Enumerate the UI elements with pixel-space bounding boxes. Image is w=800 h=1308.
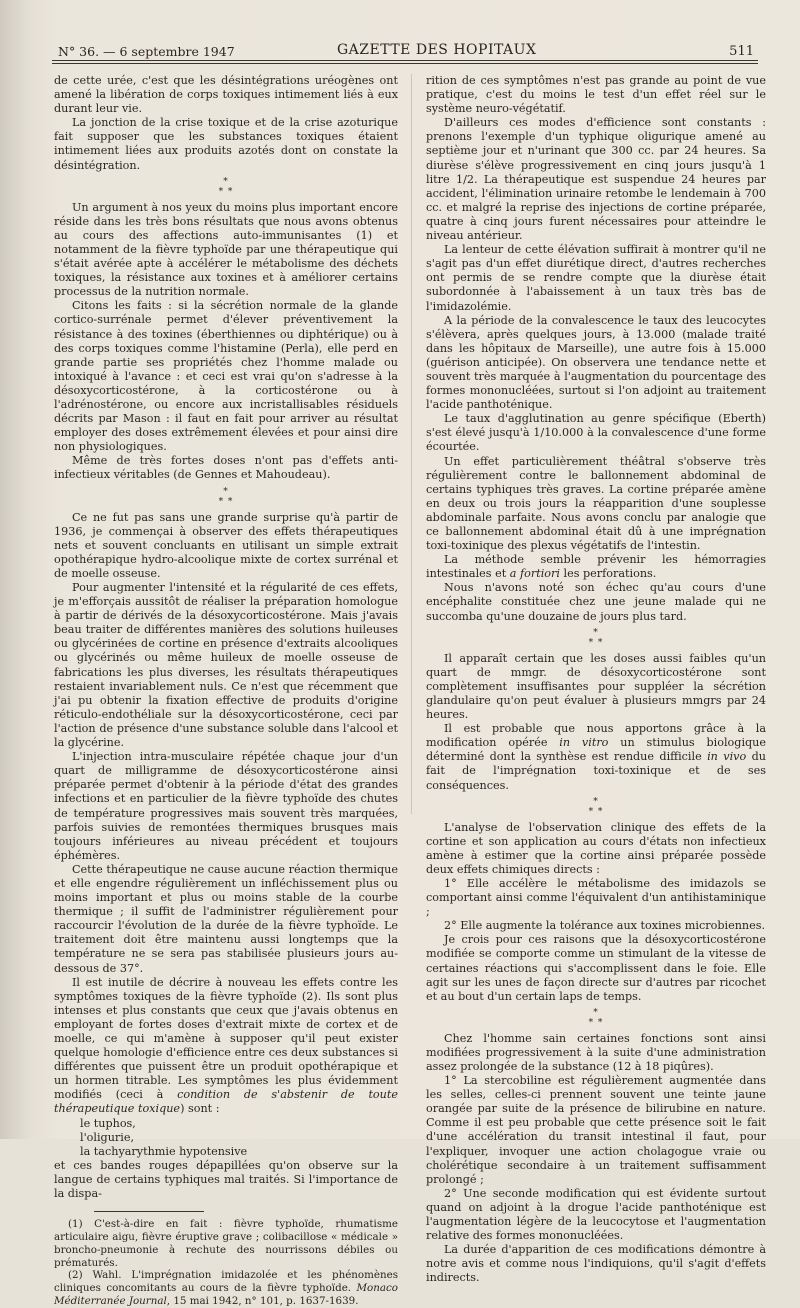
paragraph: A la période de la convalescence le taux des leucocytes s'élèvera, après quelques jours, à 13.000 (malade traité dans les hôpitaux de Marseille), une autre fois à 15.000 (guérison anticipée). On observera une tendance nette et souvent très marquée à l'augmentation du pourcentage des formes mononucléées, surtout si l'on adjoint au traitement l'acide panthoténique. xyxy=(426,313,766,412)
right-column xyxy=(426,74,766,1286)
list-item: l'oligurie, xyxy=(80,1130,135,1144)
paragraph: Nous n'avons noté son échec qu'au cours d'une encéphalite constituée chez une jeune malade qui ne succomba qu'une douzaine de jours plus tard. xyxy=(426,581,766,623)
footnote-text: (2) Wahl. L'imprégnation imidazolée et les phénomènes cliniques concomitants au cours de la fièvre typhoïde. xyxy=(54,1269,398,1295)
paragraph: L'injection intra-musculaire répétée chaque jour d'un quart de milligramme de désoxycorticostérone ainsi préparée permet d'obtenir à la période d'état des grandes infections et en particulier de la fièvre typhoïde des chutes de température progressives mais souvent très marquées, parfois suivies de remontées thermiques brusques mais toujours inférieures au niveau précédent et toujours éphémères. xyxy=(54,750,398,862)
paragraph: de cette urée, c'est que les désintégrations uréogènes ont amené la libération de corps toxiques intimement liés à eux durant leur vie. xyxy=(54,74,398,116)
section-separator: * * * xyxy=(588,627,604,648)
paragraph-with-italic xyxy=(426,553,766,581)
italic-phrase: in vivo xyxy=(707,750,747,764)
paragraph-text: Il est inutile de décrire à nouveau les effets contre les symptômes toxiques de la fièvre typhoïde (2). Ils sont plus intenses et plus constants que ceux que j'avais obtenus en employant de fortes doses d'extrait mixte de cortex et de moelle, ce qui m'amène à supposer qu'il peut exister quelque homologie d'efficience entre ces deux substances si différentes que puissent être un produit opothérapique et un hormen titrable. Les symptômes les plus évidemment modifiés (ceci à xyxy=(54,975,398,1102)
page-header xyxy=(52,40,758,62)
page-number: 511 xyxy=(729,44,754,59)
italic-phrase: condition de s'abstenir de toute thérapeutique toxique xyxy=(54,1088,398,1116)
italic-phrase: in vitro xyxy=(559,736,609,750)
paragraph: Cette thérapeutique ne cause aucune réaction thermique et elle engendre régulièrement un infléchissement plus ou moins important et plus ou moins stable de la courbe thermique ; il suffit de l'administrer régulièrement pour raccourcir l'évolution de la durée de la fièvre typhoïde. Le traitement doit être maintenu aussi longtemps que la température ne se sera pas stabilisée plusieurs jours au-dessous de 37°. xyxy=(54,862,398,975)
italic-phrase: a fortiori xyxy=(509,567,560,581)
column-gutter xyxy=(411,74,412,814)
paragraph-text: Il est probable que nous apportons grâce à la modification opérée xyxy=(426,722,766,750)
header-rule xyxy=(52,60,758,61)
list-item: 1° Elle accélère le métabolisme des imidazols se comportant ainsi comme l'équivalent d'un antihistaminique ; xyxy=(426,876,766,919)
paragraph-with-italic xyxy=(426,722,766,792)
list-item: 1° La stercobiline est régulièrement augmentée dans les selles, celles-ci prennent souvent une teinte jaune orangée par suite de la présence de bilirubine en nature. Comme il est peu probable que cette présence soit le fait d'une accélération du transit intestinal il faut, pour l'expliquer, invoquer une action cholagogue vraie ou cholérétique secondaire à un traitement suffisamment prolongé ; xyxy=(426,1074,766,1186)
paragraph: La lenteur de cette élévation suffirait à montrer qu'il ne s'agit pas d'un effet diurétique direct, d'autres recherches ont permis de se rendre compte que la diurèse était subordonnée à l'abaissement à un taux très bas de l'imidazolémie. xyxy=(426,243,766,313)
footnotes xyxy=(54,1218,398,1308)
list-item: 2° Une seconde modification qui est évidente surtout quand on adjoint à la drogue l'acide panthoténique est l'augmentation légère de la leucocytose et l'augmentation relative des formes mononucléées. xyxy=(426,1186,766,1243)
paragraph: Un effet particulièrement théâtral s'observe très régulièrement contre le ballonnement abdominal de certains typhiques très graves. La cortine préparée amène en deux ou trois jours la réapparition d'une souplesse abdominale parfaite. Nous avons conclu par analogie que ce ballonnement abdominal était dû à une imprégnation toxi-toxinique des plexus végétatifs de l'intestin. xyxy=(426,454,766,553)
section-separator: * * * xyxy=(218,486,234,507)
section-separator: * * * xyxy=(218,176,234,197)
paragraph: Je crois pour ces raisons que la désoxycorticostérone modifiée se comporte comme un stimulant de la vitesse de certaines réactions qui s'accomplissent dans le foie. Elle agit sur les unes de façon directe sur d'autres par ricochet et au bout d'un certain laps de temps. xyxy=(426,933,766,1003)
paragraph: Citons les faits : si la sécrétion normale de la glande cortico-surrénale permet d'élever préventivement la résistance à des toxines (éberthiennes ou diphtérique) ou à des corps toxiques comme l'histamine (Perla), elle perd en grande partie ses propriétés chez l'homme malade ou intoxiqué à l'avance : et ceci est vrai qu'on s'adresse à la désoxycorticostérone, à la corticostérone ou à l'adrénostérone, ou encore aux incristallisables résiduels décrits par Mason : il faut en fait pour arriver au résultat employer des doses extrêmement élevées et pour ainsi dire non physiologiques. xyxy=(54,299,398,454)
list-item: le tuphos, xyxy=(80,1116,136,1130)
paragraph: rition de ces symptômes n'est pas grande au point de vue pratique, c'est du moins le test d'un effet réel sur le système neuro-végétatif. xyxy=(426,74,766,116)
left-column xyxy=(54,74,398,1308)
paragraph-text-end: du fait de l'imprégnation toxi-toxinique et de ses conséquences. xyxy=(426,750,767,792)
paragraph-text-end: les perforations. xyxy=(559,567,657,581)
list-item: 2° Elle augmente la tolérance aux toxines microbiennes. xyxy=(444,919,766,933)
paragraph-text: La méthode semble prévenir les hémorragies intestinales et xyxy=(426,553,766,581)
header-rule-double xyxy=(52,63,758,64)
paragraph: Un argument à nos yeux du moins plus important encore réside dans les très bons résultats que nous avons obtenus au cours des affections auto-immunisantes (1) et notamment de la fièvre typhoïde par une thérapeutique qui s'était avérée apte à accélérer le métabolisme des déchets toxiques, la résistance aux toxines et à améliorer certains processus de la nutrition normale. xyxy=(54,200,398,299)
list-item: la tachyarythmie hypotensive xyxy=(80,1144,248,1158)
footnote xyxy=(54,1269,398,1307)
section-separator: * * * xyxy=(588,1007,604,1028)
paragraph: Même de très fortes doses n'ont pas d'effets anti-infectieux véritables (de Gennes et Mahoudeau). xyxy=(54,454,398,482)
paragraph: L'analyse de l'observation clinique des effets de la cortine et son application au cours d'états non infectieux amène à estimer que la cortine ainsi préparée possède deux effets chimiques directs : xyxy=(426,820,766,876)
footnote-journal: Monaco Méditerranée Journal xyxy=(54,1282,398,1307)
paragraph: Il apparaît certain que les doses aussi faibles qu'un quart de mmgr. de désoxycorticostérone sont complètement insuffisantes pour suppléer la sécrétion glandulaire qu'on peut évaluer à plusieurs mmgrs par 24 heures. xyxy=(426,651,766,722)
paragraph: Chez l'homme sain certaines fonctions sont ainsi modifiées progressivement à la suite d'une administration assez prolongée de la substance (12 à 18 piqûres). xyxy=(426,1031,766,1073)
paragraph: La durée d'apparition de ces modifications démontre à notre avis et comme nous l'indiquions, qu'il s'agit d'effets indirects. xyxy=(426,1243,766,1285)
paragraph-text-mid: un stimulus biologique déterminé dont la synthèse est rendue difficile xyxy=(426,736,767,764)
footnote: (1) C'est-à-dire en fait : fièvre typhoïde, rhumatisme articulaire aigu, fièvre éruptive grave ; colibacillose « médicale » broncho-pneumonie à rechute des nourrissons débiles ou prématurés. xyxy=(54,1218,398,1269)
paragraph: Le taux d'agglutination au genre spécifique (Eberth) s'est élevé jusqu'à 1/10.000 à la convalescence d'une forme écourtée. xyxy=(426,412,766,454)
paragraph: Pour augmenter l'intensité et la régularité de ces effets, je m'efforçais aussitôt de réaliser la préparation homologue à partir de dérivés de la désoxycorticostérone. Mais j'avais beau traiter de différentes manières des solutions huileuses ou glycérinées de cortine en présence d'extraits alcooliques ou glycérinés ou même huileux de moelle osseuse de fabrications les plus diverses, les résultats thérapeutiques restaient invariablement nuls. Ce n'est que récemment que j'ai pu obtenir la fixation effective de produits d'origine réticulo-endothéliale sur la désoxycorticostérone, ceci par l'action de présence d'une substance soluble dans l'alcool et la glycérine. xyxy=(54,581,398,750)
paragraph: et ces bandes rouges dépapillées qu'on observe sur la langue de certains typhiques mal traités. Si l'importance de la dispa- xyxy=(54,1158,398,1201)
paragraph: Ce ne fut pas sans une grande surprise qu'à partir de 1936, je commençai à observer des effets thérapeutiques nets et souvent concluants en utilisant un simple extrait opothérapique hydro-alcoolique mixte de cortex surrénal et de moelle osseuse. xyxy=(54,510,398,580)
journal-title: GAZETTE DES HOPITAUX xyxy=(337,42,537,58)
paragraph-text-end: ) sont : xyxy=(180,1102,220,1116)
footnote-rule xyxy=(94,1211,204,1212)
footnote-citation: , 15 mai 1942, n° 101, p. 1637-1639. xyxy=(166,1294,359,1307)
issue-date: N° 36. — 6 septembre 1947 xyxy=(58,44,235,59)
section-separator: * * * xyxy=(588,796,604,817)
paragraph: D'ailleurs ces modes d'efficience sont constants : prenons l'exemple d'un typhique oligurique amené au septième jour et n'urinant que 300 cc. par 24 heures. Sa diurèse s'élève progressivement en cinq jours jusqu'à 1 litre 1/2. La thérapeutique est suspendue 24 heures par accident, l'élimination urinaire retombe le lendemain à 700 cc. et malgré la reprise des injections de cortine préparée, quatre à cinq jours furent nécessaires pour atteindre le niveau antérieur. xyxy=(426,116,766,243)
paragraph: La jonction de la crise toxique et de la crise azoturique fait supposer que les substances toxiques étaient intimement liées aux produits azotés dont on constate la désintégration. xyxy=(54,116,398,172)
paragraph-with-italic xyxy=(54,976,398,1117)
